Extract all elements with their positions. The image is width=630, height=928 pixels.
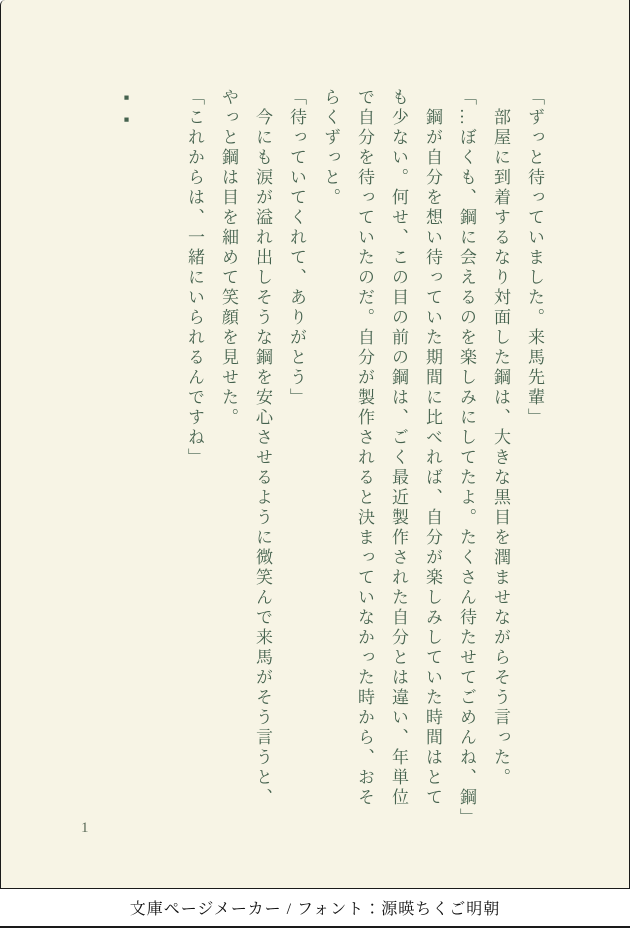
text-line-6: で自分を待っていたのだ。自分が製作されると決まっていなかった時から、おそ: [355, 88, 374, 808]
text-line-10: やっと鋼は目を細めて笑顔を見せた。: [219, 88, 238, 428]
text-line-1: 「ずっと待っていました。来馬先輩」: [525, 88, 544, 428]
text-line-9: 今にも涙が溢れ出しそうな鋼を安心させるように微笑んで来馬がそう言うと、: [253, 108, 272, 808]
text-line-3: 「…ぼくも、鋼に会えるのを楽しみにしてたよ。たくさん待たせてごめんね、鋼」: [457, 88, 476, 828]
text-line-5: も少ない。何せ、この目の前の鋼は、ごく最近製作された自分とは違い、年単位: [389, 88, 408, 808]
text-line-4: 鋼が自分を想い待っていた期間に比べれば、自分が楽しみしていた時間はとて: [423, 108, 442, 808]
text-line-11: 「これからは、一緒にいられるんですね」: [185, 88, 204, 468]
text-line-8: 「待っていてくれて、ありがとう」: [287, 88, 306, 408]
text-line-2: 部屋に到着するなり対面した鋼は、大きな黒目を潤ませながらそう言った。: [491, 108, 510, 788]
page-number: 1: [81, 820, 89, 836]
text-line-7: らくずっと。: [321, 88, 340, 208]
text-line-12: [143, 88, 177, 828]
footer-credit-text: 文庫ページメーカー / フォント：源暎ちくご明朝: [129, 901, 501, 918]
footer-bar: [0, 889, 630, 926]
divider-squares-line: ▪▪: [117, 88, 136, 132]
vertical-text-block: [109, 88, 551, 828]
